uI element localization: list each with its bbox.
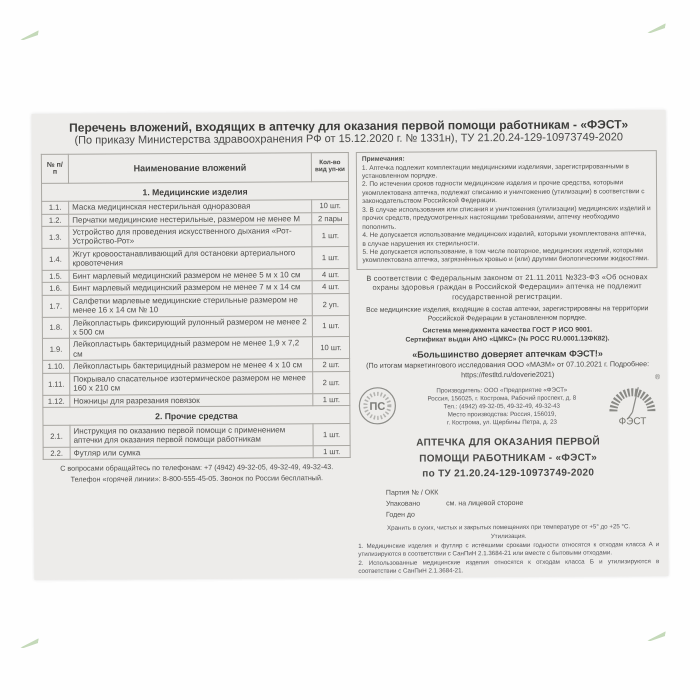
document-sheet (32, 110, 669, 580)
disposal-note: 1. Медицинские изделия и футляр с истёкшими сроками годности относятся к отходам класса А и утилизируются в соответствии с СанПиН 2.1.3684-21 или вместе с бытовыми отходами. (358, 541, 660, 559)
table-header-row (41, 153, 348, 184)
notes-title: Примечания: (361, 155, 405, 164)
manufacturer-line: Производитель: ООО «Предприятие «ФЭСТ» (436, 386, 568, 395)
table-row: 1.3. Устройство для проведения искусственного дыхания «Рот-Устройство-Рот» 1 шт. (42, 225, 349, 249)
watermark-corner-icon (20, 28, 39, 42)
quality-certificate (357, 326, 658, 345)
manufacturer-line: г. Кострома, ул. Щербины Петра, д. 23 (446, 418, 557, 427)
disposal-note: 2. Использованные медицинские изделия относятся к отходам класса Б и утилизируются в соответствии с СанПиН 2.1.3684-21. (358, 558, 660, 576)
contact-phones (43, 462, 351, 485)
section-row-medical (42, 182, 349, 202)
column-header-qty: Кол-во вид уп-ки (311, 153, 348, 182)
batch-number-label: Партия № / ОКК (385, 489, 439, 497)
brand-slogan: «Большинство доверяет аптечкам ФЭСТ!» (412, 348, 603, 360)
product-title-line: по ТУ 21.20.24-129-10973749-2020 (422, 467, 595, 481)
brand-slogan-source: (По итогам маркетингового исследования ООО «МАЗМ» от 07.10.2021 г. Подробнее: https://festltd.ru/doverie2021) (366, 359, 650, 379)
product-title (358, 435, 659, 483)
packed-label: Упаковано (385, 500, 421, 508)
manufacturer-line: Тел.: (4942) 49-32-05, 49-32-49, 49-32-43 (443, 402, 561, 411)
note-item: 4. Не допускается использование медицинских изделий, которыми укомплектована аптечка, в случае нарушения их стерильности. (362, 230, 647, 248)
column-header-num: № п/п (41, 154, 68, 183)
content-columns (41, 150, 660, 578)
contents-column (41, 152, 351, 485)
page-title: Перечень вложений, входящих в аптечку для оказания первой помощи работникам - «ФЭСТ» (69, 117, 629, 135)
table-row: 2.2. Футляр или сумка 1 шт. (43, 445, 350, 459)
table-row: 1.1. Маска медицинская нестерильная одноразовая 10 шт. (42, 200, 349, 214)
expiry-label: Годен до (386, 511, 415, 520)
note-item: 2. По истечении сроков годности медицинские изделия и прочие средства, которыми укомплектована аптечка, подлежат списанию и уничтожению (утилизации) в соответствии с законодательством Российской Федерации. (362, 179, 645, 206)
quality-line2: Сертификат выдан АНО «ЦМКС» (№ РОСС RU.0001.13ФК82). (405, 335, 610, 344)
table-row: 1.7. Салфетки марлевые медицинские стерильные размером не менее 16 х 14 см № 10 2 уп. (42, 293, 349, 317)
table-row: 1.8. Лейкопластырь фиксирующий рулонный размером не менее 2 х 500 см 1 шт. (42, 315, 349, 339)
note-item: 1. Аптечка подлежит комплектации медицинскими изделиями, зарегистрированными в установленном порядке. (361, 162, 629, 180)
column-header-name: Наименование вложений (68, 153, 311, 183)
table-row: 2.1. Инструкция по оказанию первой помощи с применением аптечки для оказания первой помощи работникам 1 шт. (43, 424, 350, 448)
note-item: 3. В случае использования или списания и уничтожения (утилизации) медицинских изделий и прочих средств, предусмотренных настоящими требованиями, аптечку необходимо пополнить. (362, 204, 651, 231)
note-item: 5. Не допускается использование, в том числе повторное, медицинских изделий, которыми укомплектована аптечка, загрязнённых кровью и (или) другими биологическими жидкостями. (362, 247, 649, 265)
section-title: 1. Медицинские изделия (42, 182, 349, 202)
registered-trademark-icon: ® (655, 374, 661, 382)
table-row: 1.5. Бинт марлевый медицинский размером не менее 5 м х 10 см 4 шт. (42, 268, 349, 282)
manufacturer-info (401, 386, 602, 428)
batch-block (386, 486, 659, 521)
table-row: 1.10. Лейкопластырь бактерицидный размером не менее 4 х 10 см 2 шт. (43, 359, 350, 373)
table-row: 1.11. Покрывало спасательное изотермическое размером не менее 160 х 210 см 2 шт. (43, 371, 350, 395)
quality-line1: Система менеджмента качества ГОСТ Р ИСО 9001. (422, 326, 593, 335)
page-subtitle: (По приказу Министерства здравоохранения РФ от 15.12.2020 г. № 1331н), ТУ 21.20.24-129-10973749-2020 (74, 131, 624, 148)
watermark-corner-icon (20, 636, 39, 650)
fest-logo-icon (606, 382, 658, 426)
manufacturer-line: Россия, 156025, г. Кострома, Рабочий проспект, д. 8 (427, 394, 577, 403)
info-column (356, 150, 660, 576)
svg-text:ПС: ПС (369, 400, 386, 413)
table-row: 1.6. Бинт марлевый медицинский размером не менее 7 м х 14 см 4 шт. (42, 281, 349, 295)
notes-box (356, 150, 658, 270)
disposal-title: Утилизация. (490, 533, 527, 541)
section-title: 2. Прочие средства (43, 406, 350, 426)
fest-brand-logo (606, 374, 661, 430)
manufacturer-row (357, 374, 661, 431)
manufacturer-line: Место производства: Россия, 156019, (447, 410, 557, 419)
packed-value: см. на лицевой стороне (446, 500, 524, 508)
contents-table (41, 152, 351, 460)
table-row: 1.2. Перчатки медицинские нестерильные, размером не менее М 2 пары (42, 212, 349, 226)
table-row: 1.12. Ножницы для разрезания повязок 1 шт. (43, 393, 350, 407)
law-statement: В соответствии с Федеральным законом от 21.11.2011 №323-ФЗ «Об основах охраны здоровья граждан в Российской Федерации» аптечка не подлежит государственной регистрации. (366, 272, 648, 302)
table-row: 1.4. Жгут кровоостанавливающий для остановки артериального кровотечения 1 шт. (42, 246, 349, 270)
fest-logo-text: ФЭСТ (618, 416, 647, 427)
manufacturer-stamp-icon (357, 386, 397, 430)
table-row: 1.9. Лейкопластырь бактерицидный размером не менее 1,9 х 7,2 см 10 шт. (42, 337, 349, 361)
watermark-corner-icon (647, 21, 666, 35)
contact-phones-line1: С вопросами обращайтесь по телефонам: +7 (4942) 49-32-05, 49-32-49, 49-32-43. (60, 462, 334, 474)
watermark-corner-icon (647, 629, 666, 643)
hotline-phone-line: Телефон «горячей линии»: 8-800-555-45-05. Звонок по России бесплатный. (70, 472, 323, 484)
section-row-other (43, 406, 350, 426)
product-title-line: АПТЕЧКА ДЛЯ ОКАЗАНИЯ ПЕРВОЙ (416, 436, 601, 450)
storage-conditions: Хранить в сухих, чистых и закрытых помещениях при температуре от +5° до +25 °C. (387, 522, 631, 532)
registration-statement: Все медицинские изделия, входящие в состав аптечки, зарегистрированы на территории Российской Федерации в установленном порядке. (366, 304, 649, 323)
product-title-line: ПОМОЩИ РАБОТНИКАМ - «ФЭСТ» (419, 452, 598, 465)
